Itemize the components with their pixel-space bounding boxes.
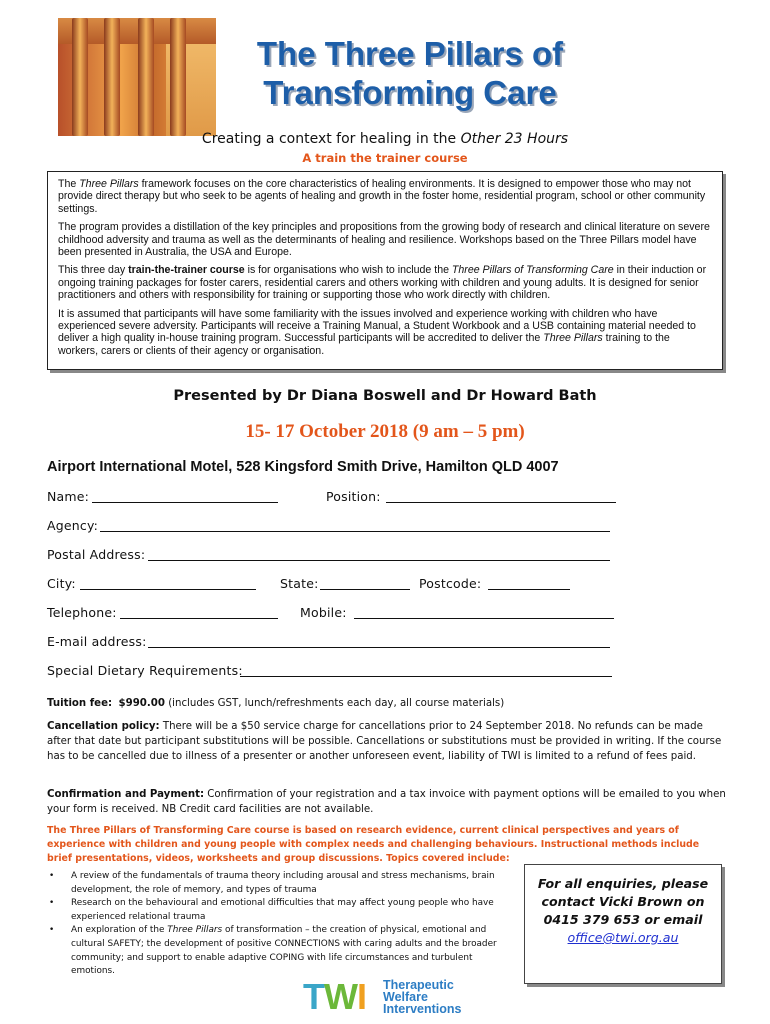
postal-label: Postal Address: [47,547,146,562]
mobile-label: Mobile: [300,605,347,620]
page-title: The Three Pillars of Transforming Care [256,35,564,111]
intro-paragraph-1: The Three Pillars framework focuses on the core characteristics of healing environments. It is designed to empower those who may not provide direct therapy but who seek to be agents of healing and growth in the foster home, residential program, school or other community settings. [58,178,706,215]
intro-paragraph-3: This three day train-the-trainer course is for organisations who wish to include the Three Pillars of Transforming Care in their induction or ongoing training packages for foster carers, residential carers and others working with children and young adults. It is designed for senior practitioners and others with responsibility for training or supporting those who work directly with children. [58,264,707,302]
intro-paragraph-2: The program provides a distillation of the key principles and propositions from the growing body of research and clinical literature on severe childhood adversity and trauma as well as the determinants of healing and resilience. Workshops based on the Three Pillars model have been presented in Australia, the USA and Europe. [58,221,710,259]
email-field[interactable] [148,647,610,648]
enquiries-box [524,864,722,984]
name-label: Name: [47,489,90,504]
telephone-label: Telephone: [47,605,117,620]
course-type: A train the trainer course [302,151,468,165]
intro-paragraph-4: It is assumed that participants will have some familiarity with the issues involved and experience working with children who have experienced severe adversity. Participants will receive a Training Manual, a Student Workbook and a USB containing material needed to deliver a high quality in-house training program. Successful participants will be accredited to deliver the Three Pillars training to the workers, carers or clients of their agency or organisation. [58,307,696,357]
cancellation-policy: Cancellation policy: There will be a $50 service charge for cancellations prior to 24 September 2018. No refunds can be made after that date but participant substitutions will be possible. Cancellations or substitutions must be provided in writing. If the course has to be cancelled due to illness of a presenter or another unforeseen event, liability of TWI is limited to a refund of fees paid. [47,721,722,762]
position-label: Position: [326,489,381,504]
email-link[interactable]: office@twi.org.au [567,930,679,945]
page-subtitle: Creating a context for healing in the Other 23 Hours [201,131,569,147]
presenters: Presented by Dr Diana Boswell and Dr Howard Bath [173,388,597,404]
enquiries-text: For all enquiries, please contact Vicki Brown on 0415 379 653 or email [537,876,709,927]
mobile-field[interactable] [354,618,614,619]
state-label: State: [280,576,319,591]
city-field[interactable] [80,589,256,590]
intro-box [47,171,723,370]
dietary-field[interactable] [240,676,612,677]
topics-list [47,870,507,979]
confirmation-payment: Confirmation and Payment: Confirmation of your registration and a tax invoice with payment options will be emailed to you when your form is received. NB Credit card facilities are not available. [47,789,726,815]
agency-field[interactable] [100,531,610,532]
postal-field[interactable] [148,560,610,561]
position-field[interactable] [386,502,616,503]
email-label: E-mail address: [47,634,147,649]
state-field[interactable] [320,589,410,590]
list-item: • An exploration of the Three Pillars of transformation – the creation of physical, emotional and cultural SAFETY; the development of positive CONNECTIONS with caring adults and the broader community; and support to enable adaptive COPING with life circumstances and turbulent emotions. [49,925,497,977]
event-dates: 15- 17 October 2018 (9 am – 5 pm) [245,421,525,442]
pillars-photo [58,18,216,136]
venue: Airport International Motel, 528 Kingsford Smith Drive, Hamilton QLD 4007 [47,459,559,475]
city-label: City: [47,576,76,591]
telephone-field[interactable] [120,618,278,619]
postcode-label: Postcode: [419,576,482,591]
topics-intro: The Three Pillars of Transforming Care course is based on research evidence, current clinical perspectives and years of experience with children and young people with complex needs and challenging behaviours. Instructional methods include brief presentations, videos, worksheets and group discussions. Topics covered include: [47,825,700,864]
tuition-fee: Tuition fee: $990.00 (includes GST, lunch/refreshments each day, all course materials) [47,698,505,709]
dietary-label: Special Dietary Requirements: [47,663,243,678]
name-field[interactable] [92,502,278,503]
postcode-field[interactable] [488,589,570,590]
list-item: • A review of the fundamentals of trauma theory including arousal and stress mechanisms, brain development, the role of memory, and types of trauma [49,871,495,895]
agency-label: Agency: [47,518,99,533]
list-item: • Research on the behavioural and emotional difficulties that may affect young people who have experienced relational trauma [49,898,494,922]
